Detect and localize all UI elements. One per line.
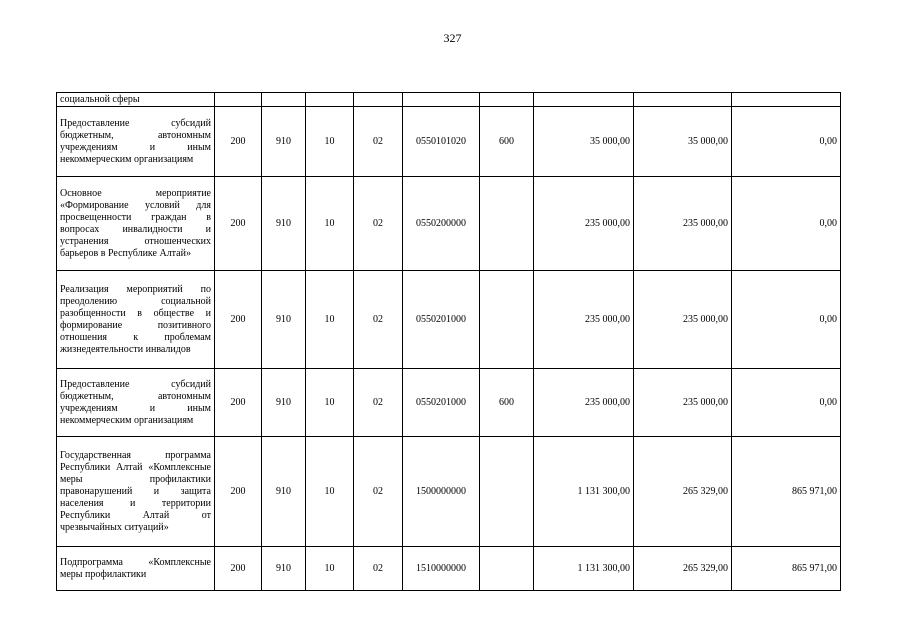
cell-r: 10 [306,547,354,591]
cell-sum3: 0,00 [732,107,841,177]
table-body [57,93,841,591]
cell-name: Реализация мероприятий по преодолению социальной разобщенности в обществе и формирование позитивного отношения к проблемам жизнедеятельности инвалидов [57,271,215,369]
cell-vr [480,93,534,107]
cell-sum1: 235 000,00 [534,271,634,369]
cell-rz: 200 [215,369,262,437]
cell-grbs: 910 [262,177,306,271]
cell-sum3: 0,00 [732,271,841,369]
cell-sum1: 235 000,00 [534,177,634,271]
cell-pr: 02 [354,547,403,591]
cell-grbs [262,93,306,107]
cell-grbs: 910 [262,107,306,177]
cell-r: 10 [306,369,354,437]
cell-vr [480,271,534,369]
cell-csr: 0550200000 [403,177,480,271]
cell-vr: 600 [480,369,534,437]
cell-csr [403,93,480,107]
cell-grbs: 910 [262,547,306,591]
table-row [57,271,841,369]
cell-sum3: 865 971,00 [732,437,841,547]
cell-vr [480,437,534,547]
cell-sum3: 865 971,00 [732,547,841,591]
cell-name: Основное мероприятие «Формирование условий для просвещенности граждан в вопросах инвалидности и устранения отношенческих барьеров в Республике Алтай» [57,177,215,271]
cell-rz: 200 [215,547,262,591]
cell-sum3 [732,93,841,107]
cell-sum1: 235 000,00 [534,369,634,437]
table-row [57,93,841,107]
cell-csr: 1510000000 [403,547,480,591]
cell-vr [480,177,534,271]
cell-sum2: 35 000,00 [634,107,732,177]
cell-pr: 02 [354,271,403,369]
cell-sum2: 235 000,00 [634,177,732,271]
cell-rz: 200 [215,107,262,177]
cell-vr: 600 [480,107,534,177]
budget-table [56,92,841,591]
cell-pr: 02 [354,369,403,437]
cell-sum3: 0,00 [732,177,841,271]
cell-sum2: 265 329,00 [634,547,732,591]
cell-csr: 0550101020 [403,107,480,177]
table-row [57,177,841,271]
cell-name: Подпрограмма «Комплексные меры профилактики [57,547,215,591]
cell-pr: 02 [354,107,403,177]
cell-sum2 [634,93,732,107]
cell-name: Предоставление субсидий бюджетным, автономным учреждениям и иным некоммерческим организациям [57,107,215,177]
cell-name: Предоставление субсидий бюджетным, автономным учреждениям и иным некоммерческим организациям [57,369,215,437]
cell-grbs: 910 [262,437,306,547]
cell-rz [215,93,262,107]
cell-r [306,93,354,107]
cell-sum3: 0,00 [732,369,841,437]
page-number: 327 [443,31,462,45]
cell-sum1: 1 131 300,00 [534,437,634,547]
cell-grbs: 910 [262,271,306,369]
cell-pr [354,93,403,107]
cell-name: Государственная программа Республики Алтай «Комплексные меры профилактики правонарушений и защита населения и территории Республики Алтай от чрезвычайных ситуаций» [57,437,215,547]
cell-sum2: 235 000,00 [634,271,732,369]
cell-sum2: 235 000,00 [634,369,732,437]
cell-r: 10 [306,271,354,369]
cell-rz: 200 [215,177,262,271]
cell-rz: 200 [215,437,262,547]
cell-pr: 02 [354,437,403,547]
cell-sum1: 35 000,00 [534,107,634,177]
cell-r: 10 [306,107,354,177]
cell-sum1 [534,93,634,107]
cell-name: социальной сферы [57,93,215,107]
cell-csr: 0550201000 [403,271,480,369]
table-row [57,437,841,547]
cell-rz: 200 [215,271,262,369]
cell-r: 10 [306,177,354,271]
cell-vr [480,547,534,591]
table-row [57,107,841,177]
cell-r: 10 [306,437,354,547]
cell-csr: 1500000000 [403,437,480,547]
cell-sum2: 265 329,00 [634,437,732,547]
table-row [57,547,841,591]
cell-grbs: 910 [262,369,306,437]
cell-sum1: 1 131 300,00 [534,547,634,591]
table-row [57,369,841,437]
cell-pr: 02 [354,177,403,271]
cell-csr: 0550201000 [403,369,480,437]
